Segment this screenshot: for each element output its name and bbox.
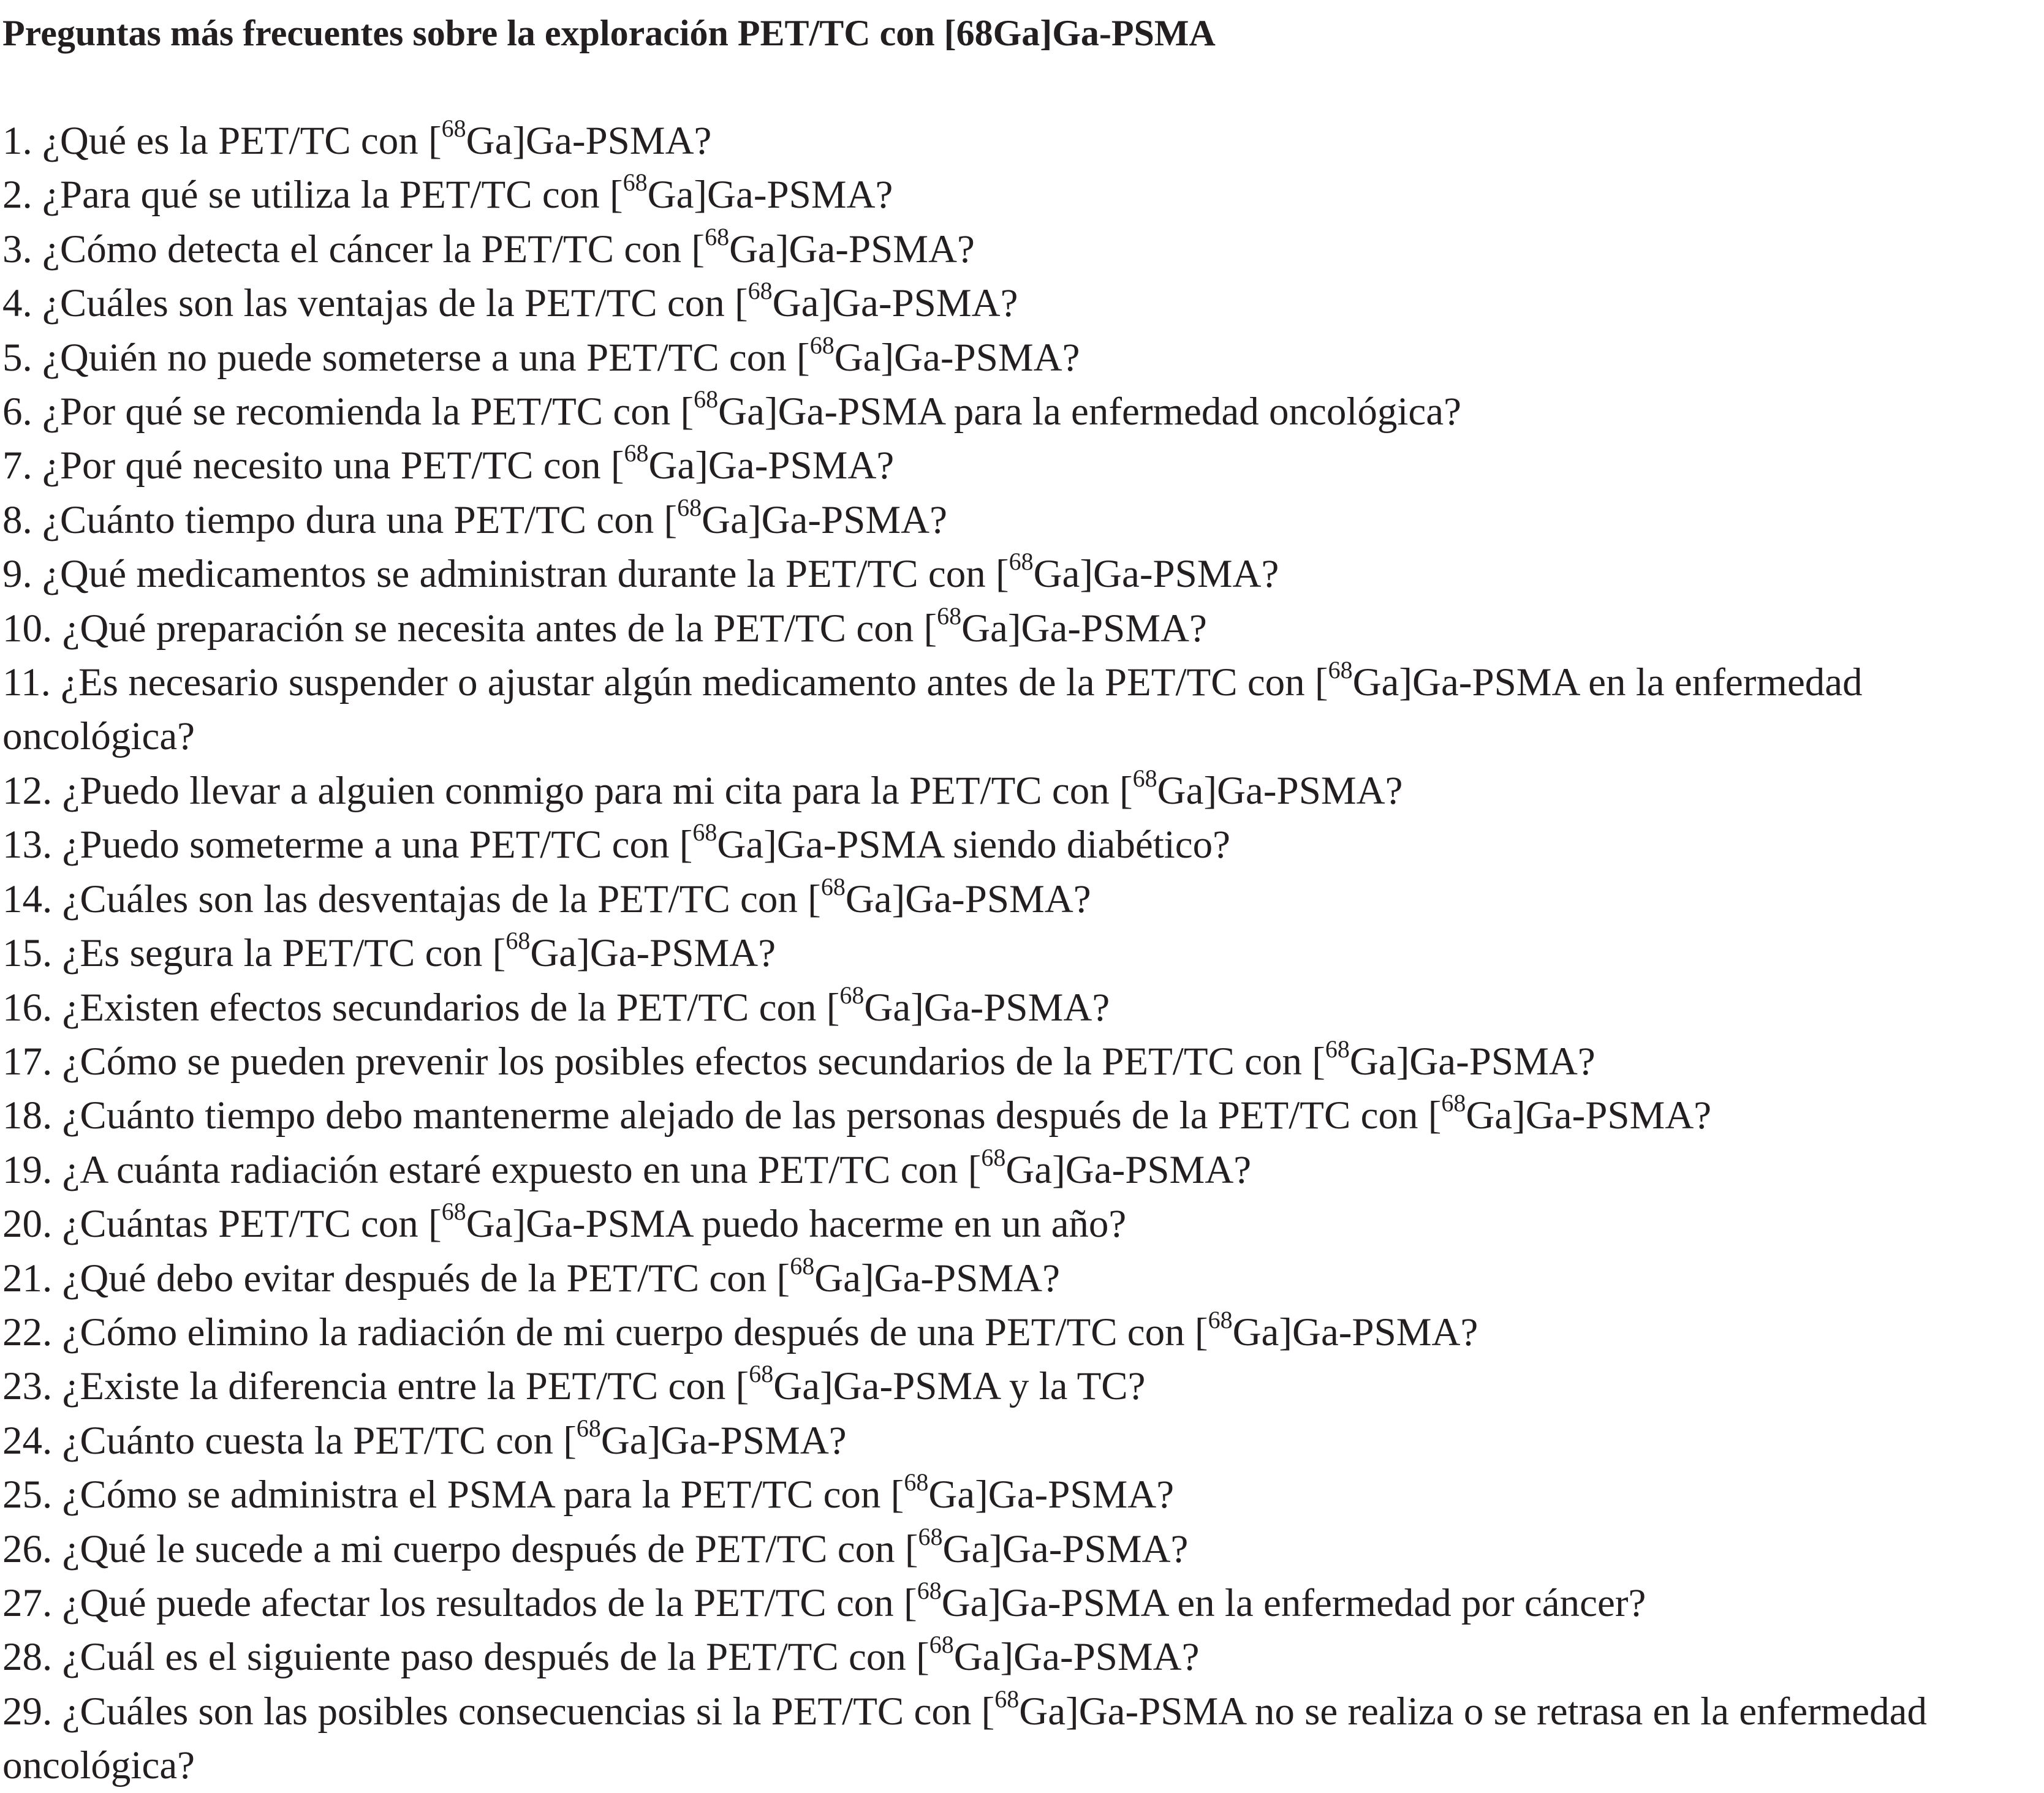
isotope-superscript: 68 xyxy=(1325,1035,1350,1063)
isotope-superscript: 68 xyxy=(692,818,717,847)
blank-line xyxy=(2,60,2044,114)
question-text: ¿Es segura la PET/TC con [ xyxy=(62,931,506,976)
question-text: ¿Cómo elimino la radiación de mi cuerpo después de una PET/TC con [ xyxy=(62,1310,1208,1354)
question-text-end: Ga]Ga-PSMA? xyxy=(1466,1093,1712,1138)
isotope-superscript: 68 xyxy=(624,439,649,467)
question-item-4 xyxy=(2,276,2044,330)
question-text-end: Ga]Ga-PSMA en la enfermedad por cáncer? xyxy=(941,1580,1646,1625)
question-item-20 xyxy=(2,1197,2044,1251)
isotope-superscript: 68 xyxy=(623,168,648,197)
question-text: ¿Existe la diferencia entre la PET/TC con [ xyxy=(62,1364,749,1409)
question-text: ¿Por qué necesito una PET/TC con [ xyxy=(42,444,624,488)
isotope-superscript: 68 xyxy=(981,1143,1006,1171)
isotope-superscript: 68 xyxy=(1441,1089,1466,1117)
question-item-22 xyxy=(2,1305,2044,1359)
isotope-superscript: 68 xyxy=(748,277,773,305)
question-number: 4. xyxy=(2,281,32,326)
question-item-13 xyxy=(2,818,2044,872)
question-number: 22. xyxy=(2,1310,53,1354)
question-text-end: Ga]Ga-PSMA? xyxy=(1157,768,1403,813)
question-item-1 xyxy=(2,114,2044,168)
question-text-end: Ga]Ga-PSMA y la TC? xyxy=(773,1364,1146,1409)
question-item-14 xyxy=(2,872,2044,926)
isotope-superscript: 68 xyxy=(917,1576,942,1604)
question-text: ¿Qué preparación se necesita antes de la PET/TC con [ xyxy=(62,606,937,651)
isotope-superscript: 68 xyxy=(576,1414,601,1442)
question-item-21 xyxy=(2,1251,2044,1305)
question-number: 1. xyxy=(2,119,32,163)
question-text: ¿Cuál es el siguiente paso después de la PET/TC con [ xyxy=(62,1635,929,1680)
question-text-end: Ga]Ga-PSMA? xyxy=(814,1256,1060,1300)
question-item-19 xyxy=(2,1143,2044,1197)
question-text: ¿Cuánto cuesta la PET/TC con [ xyxy=(62,1418,577,1463)
question-text-end: Ga]Ga-PSMA? xyxy=(961,606,1207,651)
isotope-superscript: 68 xyxy=(677,493,702,521)
question-item-18 xyxy=(2,1089,2044,1142)
isotope-superscript: 68 xyxy=(929,1631,954,1659)
question-item-10 xyxy=(2,602,2044,655)
question-number: 26. xyxy=(2,1527,53,1571)
isotope-superscript: 68 xyxy=(749,1360,774,1388)
question-item-23 xyxy=(2,1359,2044,1413)
question-item-2 xyxy=(2,168,2044,222)
question-item-16 xyxy=(2,981,2044,1035)
isotope-superscript: 68 xyxy=(1208,1305,1233,1334)
question-item-27 xyxy=(2,1576,2044,1630)
question-item-24 xyxy=(2,1414,2044,1468)
isotope-superscript: 68 xyxy=(441,1198,466,1226)
question-number: 20. xyxy=(2,1202,53,1247)
question-text-end: Ga]Ga-PSMA? xyxy=(1005,1147,1252,1192)
question-text-end: Ga]Ga-PSMA? xyxy=(864,985,1110,1030)
question-text: ¿Existen efectos secundarios de la PET/TC con [ xyxy=(62,985,840,1030)
question-item-12 xyxy=(2,764,2044,818)
question-text: ¿Cuáles son las posibles consecuencias si la PET/TC con [ xyxy=(62,1689,995,1734)
isotope-superscript: 68 xyxy=(820,872,846,900)
question-text: ¿Cuáles son las ventajas de la PET/TC con [ xyxy=(42,281,748,326)
question-text-end: Ga]Ga-PSMA para la enfermedad oncológica? xyxy=(718,390,1461,434)
question-number: 21. xyxy=(2,1256,53,1300)
isotope-superscript: 68 xyxy=(441,115,466,142)
question-number: 14. xyxy=(2,877,53,921)
question-text: ¿Cómo se administra el PSMA para la PET/TC con [ xyxy=(62,1473,904,1517)
question-item-11 xyxy=(2,655,2044,764)
question-number: 9. xyxy=(2,552,32,597)
question-text-end: Ga]Ga-PSMA siendo diabético? xyxy=(717,823,1231,867)
question-number: 6. xyxy=(2,390,32,434)
question-text: ¿Para qué se utiliza la PET/TC con [ xyxy=(42,173,623,217)
question-item-8 xyxy=(2,493,2044,547)
question-number: 18. xyxy=(2,1093,53,1138)
question-text: ¿Es necesario suspender o ajustar algún medicamento antes de la PET/TC con [ xyxy=(61,660,1328,705)
question-text: ¿Cuáles son las desventajas de la PET/TC con [ xyxy=(62,877,821,921)
question-item-25 xyxy=(2,1468,2044,1522)
question-item-26 xyxy=(2,1522,2044,1576)
question-text: ¿Qué es la PET/TC con [ xyxy=(42,119,442,163)
question-text-end: Ga]Ga-PSMA? xyxy=(600,1418,847,1463)
question-text-end: Ga]Ga-PSMA? xyxy=(647,173,893,217)
question-text-end: Ga]Ga-PSMA puedo hacerme en un año? xyxy=(466,1202,1127,1247)
question-number: 5. xyxy=(2,335,32,380)
question-number: 13. xyxy=(2,823,53,867)
question-number: 24. xyxy=(2,1418,53,1463)
question-item-29 xyxy=(2,1685,2044,1793)
question-number: 3. xyxy=(2,227,32,271)
question-item-3 xyxy=(2,222,2044,276)
question-text: ¿Cómo se pueden prevenir los posibles efectos secundarios de la PET/TC con [ xyxy=(62,1039,1325,1084)
question-text-end: Ga]Ga-PSMA? xyxy=(729,227,975,271)
question-text: ¿Cómo detecta el cáncer la PET/TC con [ xyxy=(42,227,705,271)
question-text-end: Ga]Ga-PSMA? xyxy=(702,497,947,542)
isotope-superscript: 68 xyxy=(705,222,730,251)
isotope-superscript: 68 xyxy=(1009,548,1034,576)
question-text-end: Ga]Ga-PSMA? xyxy=(928,1473,1175,1517)
question-text-end: Ga]Ga-PSMA no se realiza o se retrasa en la enfermedad oncológica? xyxy=(2,1689,1927,1788)
question-item-15 xyxy=(2,926,2044,980)
question-number: 17. xyxy=(2,1039,53,1084)
question-number: 8. xyxy=(2,497,32,542)
question-text: ¿A cuánta radiación estaré expuesto en una PET/TC con [ xyxy=(62,1147,982,1192)
question-text-end: Ga]Ga-PSMA? xyxy=(1232,1310,1478,1354)
question-item-9 xyxy=(2,547,2044,601)
question-text: ¿Qué medicamentos se administran durante la PET/TC con [ xyxy=(42,552,1009,597)
question-text: ¿Cuánto tiempo debo mantenerme alejado de las personas después de la PET/TC con [ xyxy=(62,1093,1442,1138)
question-text: ¿Cuántas PET/TC con [ xyxy=(62,1202,442,1247)
question-number: 7. xyxy=(2,444,32,488)
question-text: ¿Qué debo evitar después de la PET/TC con [ xyxy=(62,1256,790,1300)
question-number: 27. xyxy=(2,1580,53,1625)
question-item-5 xyxy=(2,331,2044,385)
isotope-superscript: 68 xyxy=(694,385,719,413)
question-number: 16. xyxy=(2,985,53,1030)
isotope-superscript: 68 xyxy=(937,602,962,630)
question-item-7 xyxy=(2,439,2044,493)
page-title: Preguntas más frecuentes sobre la exploración PET/TC con [68Ga]Ga-PSMA xyxy=(2,13,1216,53)
question-number: 11. xyxy=(2,660,51,705)
question-text-end: Ga]Ga-PSMA? xyxy=(1033,552,1279,597)
isotope-superscript: 68 xyxy=(790,1251,815,1280)
isotope-superscript: 68 xyxy=(839,981,865,1009)
isotope-superscript: 68 xyxy=(994,1685,1020,1713)
question-text: ¿Cuánto tiempo dura una PET/TC con [ xyxy=(42,497,678,542)
question-text-end: Ga]Ga-PSMA? xyxy=(648,444,895,488)
question-item-6 xyxy=(2,385,2044,439)
isotope-superscript: 68 xyxy=(904,1468,929,1497)
question-item-17 xyxy=(2,1035,2044,1089)
isotope-superscript: 68 xyxy=(809,331,835,359)
question-text: ¿Puedo someterme a una PET/TC con [ xyxy=(62,823,693,867)
question-number: 12. xyxy=(2,768,53,813)
question-number: 19. xyxy=(2,1147,53,1192)
isotope-superscript: 68 xyxy=(1328,656,1353,684)
question-text-end: Ga]Ga-PSMA? xyxy=(1349,1039,1595,1084)
question-text: ¿Qué le sucede a mi cuerpo después de PET/TC con [ xyxy=(62,1527,918,1571)
question-list xyxy=(2,114,2044,1793)
question-number: 29. xyxy=(2,1689,53,1734)
question-item-28 xyxy=(2,1630,2044,1684)
question-text: ¿Por qué se recomienda la PET/TC con [ xyxy=(42,390,694,434)
question-number: 23. xyxy=(2,1364,53,1409)
question-number: 28. xyxy=(2,1635,53,1680)
question-text-end: Ga]Ga-PSMA en la enfermedad oncológica? xyxy=(2,660,1863,759)
isotope-superscript: 68 xyxy=(505,927,531,955)
question-number: 2. xyxy=(2,173,32,217)
question-text-end: Ga]Ga-PSMA? xyxy=(466,119,712,163)
question-text-end: Ga]Ga-PSMA? xyxy=(953,1635,1200,1680)
question-text: ¿Quién no puede someterse a una PET/TC con [ xyxy=(42,335,810,380)
question-text-end: Ga]Ga-PSMA? xyxy=(772,281,1018,326)
question-text-end: Ga]Ga-PSMA? xyxy=(845,877,1091,921)
question-number: 25. xyxy=(2,1473,53,1517)
question-number: 15. xyxy=(2,931,53,976)
isotope-superscript: 68 xyxy=(1132,764,1157,792)
question-text-end: Ga]Ga-PSMA? xyxy=(834,335,1080,380)
question-text-end: Ga]Ga-PSMA? xyxy=(942,1527,1189,1571)
question-text-end: Ga]Ga-PSMA? xyxy=(530,931,776,976)
question-number: 10. xyxy=(2,606,53,651)
question-text: ¿Puedo llevar a alguien conmigo para mi cita para la PET/TC con [ xyxy=(62,768,1133,813)
question-text: ¿Qué puede afectar los resultados de la PET/TC con [ xyxy=(62,1580,917,1625)
isotope-superscript: 68 xyxy=(918,1522,943,1550)
